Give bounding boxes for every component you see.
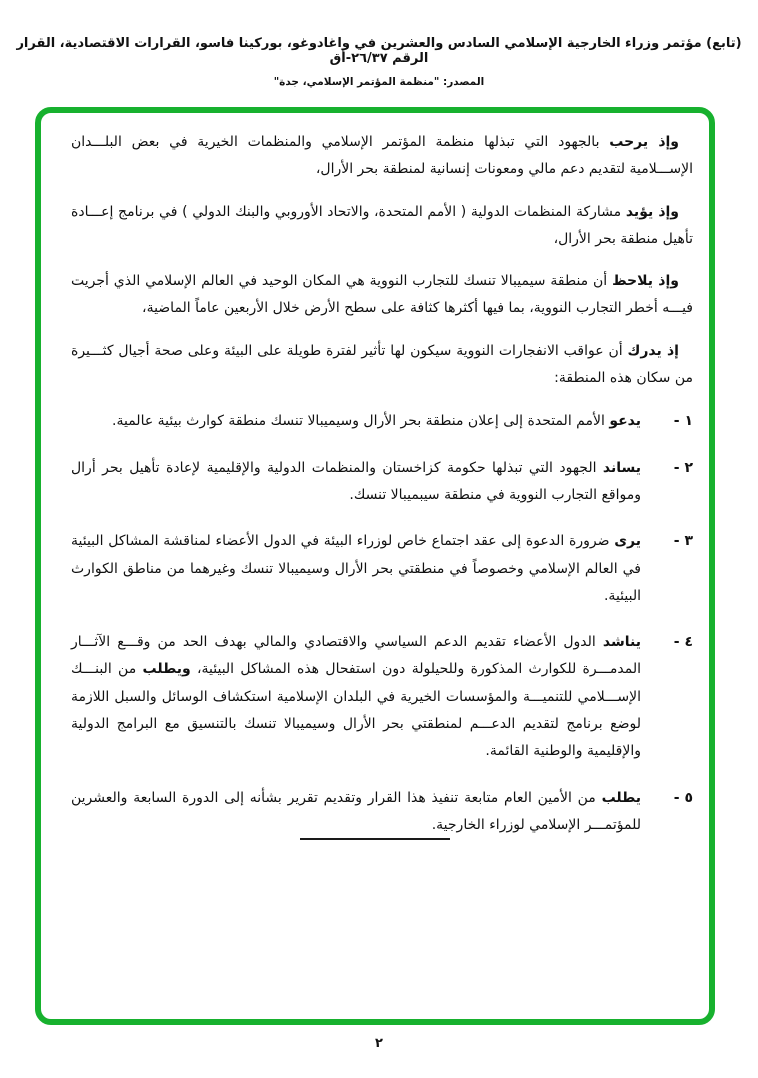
list-item bbox=[71, 785, 693, 840]
item-body-text-2: من البنـــك الإســـلامي للتنميـــة والمؤسسات الخيرية في البلدان الإسلامية استكشاف الوسائل والسبل اللازمة لوضع برنامج لتقديم الدعـــم لمنطقتي بحر الأرال وسيميبالا تنسك بالتنسيق مع البرامج الدولية والإقليمية والوطنية القائمة. bbox=[71, 661, 641, 760]
list-item bbox=[71, 455, 693, 510]
item-body-text: الدول الأعضاء تقديم الدعم السياسي والاقتصادي والمالي بهدف الحد من وقـــع الآثـــار المدمـــرة للكوارث المذكورة وللحيلولة دون استفحال هذه المشاكل البيئية، bbox=[71, 634, 642, 678]
signature-divider bbox=[300, 838, 450, 840]
header-title: (تابع) مؤتمر وزراء الخارجية الإسلامي السادس والعشرين في واغادوغو، بوركينا فاسو، القرارات الاقتصادية، القرار الرقم ٢٦/٣٧-أق bbox=[16, 36, 742, 66]
paragraph-lead-word: إذ يدرك bbox=[627, 342, 679, 359]
item-body-text: الأمم المتحدة إلى إعلان منطقة بحر الأرال وسيميبالا تنسك منطقة كوارث بيئية عالمية. bbox=[112, 413, 610, 430]
paragraph-lead-word: وإذ يرحب bbox=[609, 134, 680, 150]
list-item bbox=[71, 629, 693, 765]
item-lead-word: يناشد bbox=[602, 634, 641, 651]
item-number: ٤ - bbox=[673, 634, 693, 651]
item-lead-word: يطلب bbox=[601, 789, 641, 806]
paragraph-text: بالجهود التي تبذلها منظمة المؤتمر الإسلامي والمنظمات الخيرية في بعض البلـــدان الإســـلامية لتقديم دعم مالي ومعونات إنسانية لمنطقة بحر الأرال، bbox=[71, 134, 693, 178]
paragraph-lead-word: وإذ يلاحظ bbox=[612, 273, 679, 290]
item-body-text: ضرورة الدعوة إلى عقد اجتماع خاص لوزراء البيئة في الدول الأعضاء لمناقشة المشاكل البيئية في العالم الإسلامي وخصوصاً في منطقتي بحر الأرال وسيميبالا تنسك وغيرهما من مناطق الكوارث البيئية. bbox=[71, 533, 641, 604]
item-lead-word: يدعو bbox=[609, 413, 641, 430]
item-number: ٣ - bbox=[673, 533, 693, 550]
paragraph-lead-word: وإذ يؤيد bbox=[625, 203, 679, 220]
source-label: المصدر: bbox=[439, 76, 485, 88]
list-item bbox=[71, 408, 693, 435]
item-number: ٢ - bbox=[673, 459, 693, 476]
item-lead-word-2: ويطلب bbox=[142, 661, 191, 678]
item-text bbox=[71, 455, 641, 510]
item-body-text: الجهود التي تبذلها حكومة كزاخستان والمنظمات الدولية والإقليمية لإعادة تأهيل بحر أرال ومواقع التجارب النووية في منطقة سيبميبالا تنسك. bbox=[71, 459, 641, 503]
paragraph-text: أن عواقب الانفجارات النووية سيكون لها تأثير لفترة طويلة على البيئة وعلى صحة أجيال كثـــيرة من سكان هذه المنطقة: bbox=[71, 342, 693, 387]
item-text bbox=[71, 785, 641, 840]
item-number: ١ - bbox=[673, 413, 693, 430]
item-text bbox=[71, 629, 641, 765]
content-border-box bbox=[35, 107, 715, 1025]
document-body bbox=[41, 113, 709, 839]
document-header bbox=[0, 36, 758, 88]
preamble-paragraph bbox=[71, 268, 693, 323]
preamble-paragraph bbox=[71, 129, 693, 184]
source-value: "منظمة المؤتمر الإسلامي، جدة" bbox=[273, 76, 440, 88]
resolution-items-list bbox=[71, 408, 693, 839]
preamble-paragraph bbox=[71, 338, 693, 393]
item-text bbox=[71, 408, 641, 435]
item-lead-word: يرى bbox=[614, 533, 641, 550]
paragraph-text: أن منطقة سيميبالا تنسك للتجارب النووية هي المكان الوحيد في العالم الإسلامي الذي أجريت فيـــه أخطر التجارب النووية، بما فيها أكثرها كثافة على سطح الأرض خلال الأربعين عاماً الماضية، bbox=[71, 273, 693, 317]
item-text bbox=[71, 528, 641, 610]
paragraph-text: مشاركة المنظمات الدولية ( الأمم المتحدة، والاتحاد الأوروبي والبنك الدولي ) في برنامج إعـــادة تأهيل منطقة بحر الأرال، bbox=[71, 203, 693, 247]
item-body-text: من الأمين العام متابعة تنفيذ هذا القرار وتقديم تقرير بشأنه إلى الدورة السابعة والعشرين للمؤتمـــر الإسلامي لوزراء الخارجية. bbox=[71, 789, 641, 833]
page-number: ٢ bbox=[375, 1036, 383, 1051]
item-number: ٥ - bbox=[673, 789, 693, 806]
list-item bbox=[71, 528, 693, 610]
item-lead-word: يساند bbox=[602, 459, 641, 476]
preamble-paragraph bbox=[71, 199, 693, 254]
header-source-line bbox=[0, 76, 758, 88]
